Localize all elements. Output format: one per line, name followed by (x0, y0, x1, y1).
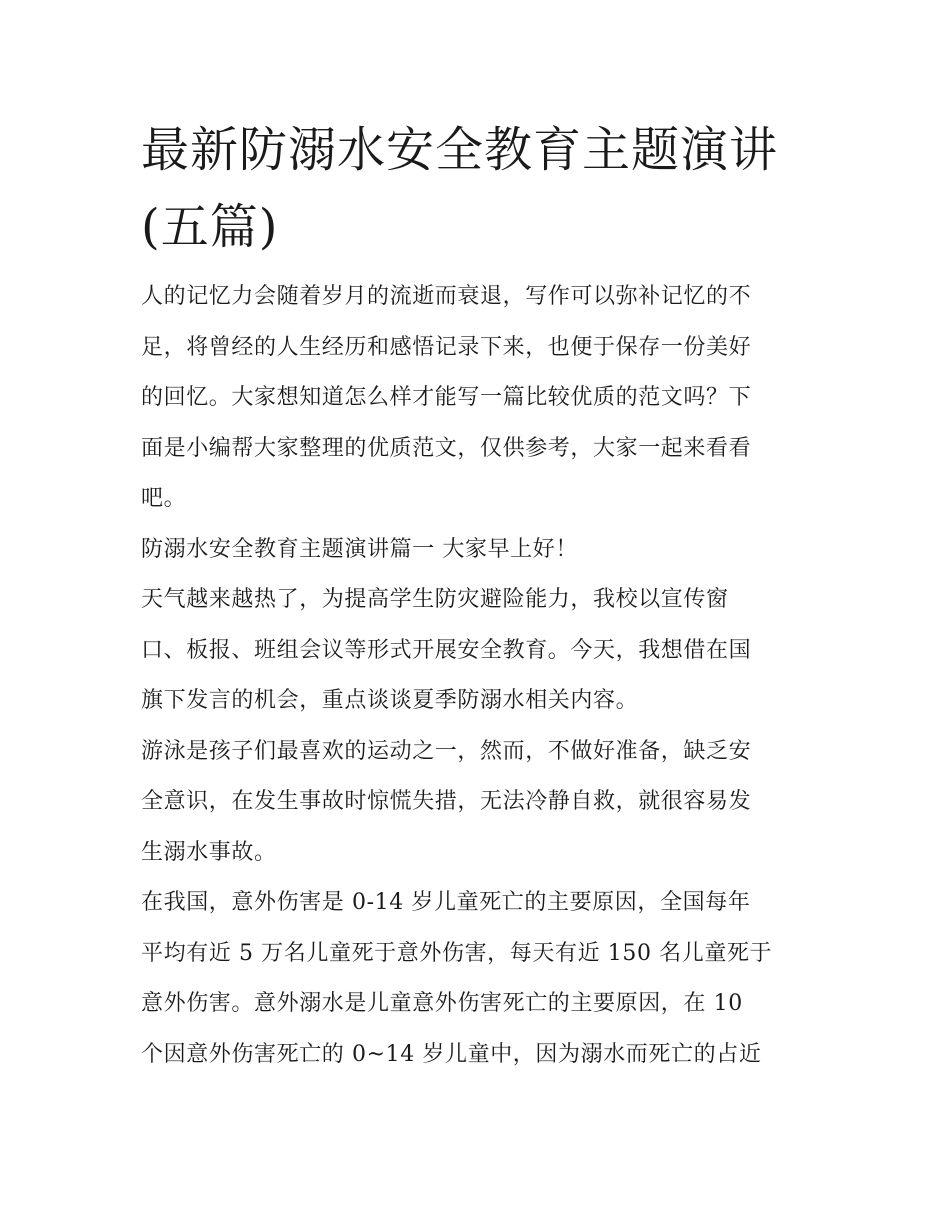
body-paragraph-swimming (141, 727, 813, 879)
paragraph-line: 防溺水安全教育主题演讲篇一 大家早上好！ (141, 536, 578, 562)
document-title (141, 112, 813, 266)
paragraph-line: 游泳是孩子们最喜欢的运动之一，然而，不做好准备，缺乏安 (141, 738, 752, 764)
section-heading-paragraph (141, 525, 813, 576)
paragraph-line: 在我国，意外伤害是 0-14 岁儿童死亡的主要原因，全国每年 (141, 890, 751, 915)
paragraph-line: 足，将曾经的人生经历和感悟记录下来，也便于保存一份美好 (141, 334, 752, 360)
paragraph-line: 全意识，在发生事故时惊慌失措，无法冷静自救，就很容易发 (141, 789, 752, 814)
document-page (141, 112, 813, 1080)
paragraph-line: 吧。 (141, 486, 187, 511)
paragraph-line: 天气越来越热了，为提高学生防灾避险能力，我校以宣传窗 (141, 587, 729, 612)
paragraph-line: 的回忆。大家想知道怎么样才能写一篇比较优质的范文吗？下 (141, 385, 752, 410)
paragraph-line: 旗下发言的机会，重点谈谈夏季防溺水相关内容。 (141, 688, 639, 713)
paragraph-line: 口、板报、班组会议等形式开展安全教育。今天，我想借在国 (141, 637, 752, 663)
paragraph-line: 个因意外伤害死亡的 0~14 岁儿童中，因为溺水而死亡的占近 (141, 1041, 762, 1067)
title-line-1: 最新防溺水安全教育主题演讲 (141, 122, 779, 178)
title-line-2: (五篇) (141, 199, 279, 255)
paragraph-line: 人的记忆力会随着岁月的流逝而衰退，写作可以弥补记忆的不 (141, 284, 752, 309)
intro-paragraph (141, 272, 813, 525)
paragraph-line: 平均有近 5 万名儿童死于意外伤害，每天有近 150 名儿童死于 (141, 940, 773, 966)
paragraph-line: 面是小编帮大家整理的优质范文，仅供参考，大家一起来看看 (141, 435, 752, 461)
body-paragraph-weather (141, 575, 813, 727)
body-paragraph-statistics (141, 878, 813, 1080)
paragraph-line: 意外伤害。意外溺水是儿童意外伤害死亡的主要原因，在 10 (141, 991, 743, 1016)
paragraph-line: 生溺水事故。 (141, 839, 277, 865)
